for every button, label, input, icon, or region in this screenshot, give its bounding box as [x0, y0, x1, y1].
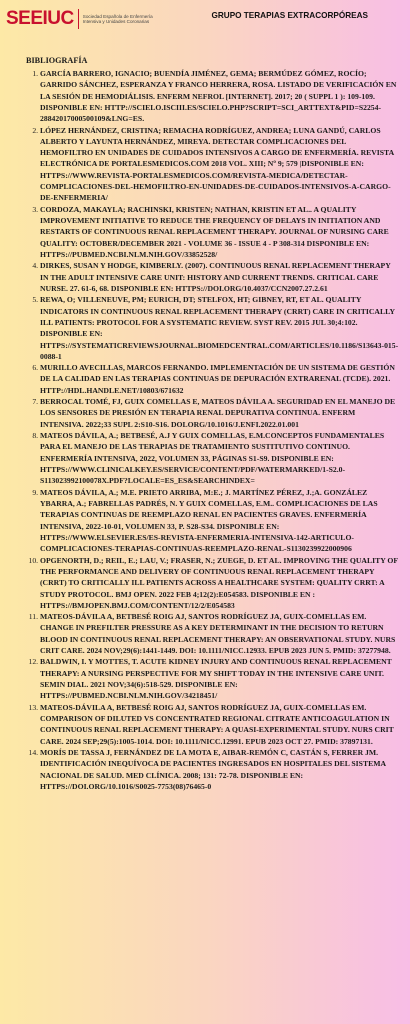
logo-subtitle	[83, 14, 153, 25]
reference-item: 1. GARCÍA BARRERO, IGNACIO; BUENDÍA JIMÉNEZ, GEMA; BERMÚDEZ GÓMEZ, ROCÍO; GARRIDO SÁNCHEZ, ESPERANZA Y FRANCO HERRERA, ROSA. LISTADO DE VERIFICACIÓN EN LA SESIÓN DE HEMODIÁLISIS. ENFERM NEFROL [INTERNET]. 2017; 20 ( SUPPL 1 ): 109-109. DISPONIBLE EN: HTTP://SCIELO.ISCIII.ES/SCIELO.PHP?SCRIPT=SCI_ARTTEXT&PID=S2254-28842017000500109&LNG=ES.	[40, 68, 400, 124]
seeiuc-logo	[6, 6, 153, 32]
reference-item: 8. MATEOS DÁVILA, A.; BETBESÉ, A.J Y GUIX COMELLAS, E.M.CONCEPTOS FUNDAMENTALES PARA EL MANEJO DE LAS TERAPIAS DE TRATAMIENTO SUSTITUTIVO CONTINUO. ENFERMERÍA INTENSIVA, 2022, VOLUMEN 33, PÁGINAS S1-S9. DISPONIBLE EN: HTTPS://WWW.CLINICALKEY.ES/SERVICE/CONTENT/PDF/WATERMARKED/1-S2.0-S113023992100078X.PDF?LOCALE=ES_ES&SEARCHINDEX=	[40, 430, 400, 486]
logo-line-1: Sociedad Española de Enfermería	[82, 13, 153, 19]
logo-divider	[78, 9, 79, 29]
bibliography-title: BIBLIOGRAFÍA	[26, 56, 88, 65]
logo-mark: SEEIUC	[6, 8, 74, 29]
group-title: GRUPO TERAPIAS EXTRACORPÓREAS	[211, 11, 368, 20]
logo-line-2: Intensiva y Unidades Coronarias	[82, 19, 150, 24]
reference-item: 13. MATEOS-DÁVILA A, BETBESÉ ROIG AJ, SANTOS RODRÍGUEZ JA, GUIX-COMELLAS EM. COMPARISON OF DILUTED VS CONCENTRATED REGIONAL CITRATE ANTICOAGULATION IN CONTINUOUS RENAL REPLACEMENT THERAPY: A QUASI-EXPERIMENTAL STUDY. NURS CRIT CARE. 2024 SEP;29(5):1005-1014. DOI: 10.1111/NICC.12991. EPUB 2023 OCT 27. PMID: 37897131.	[40, 702, 400, 747]
reference-item: 6. MURILLO AVECILLAS, MARCOS FERNANDO. IMPLEMENTACIÓN DE UN SISTEMA DE GESTIÓN DE LA CALIDAD EN LAS TERAPIAS CONTINUAS DE DEPURACIÓN EXTRARENAL (TCDE). 2021. HTTP://HDL.HANDLE.NET/10803/671632	[40, 362, 400, 396]
reference-item: 7. BERROCAL TOMÉ, FJ, GUIX COMELLAS E, MATEOS DÁVILA A. SEGURIDAD EN EL MANEJO DE LOS SENSORES DE PRESIÓN EN TERAPIA RENAL DEPURATIVA CONTINUA. ENFERM INTENSIVA. 2022;33 SUPL 2:S10-S16. DOLORG/10.1016/J.ENFI.2022.01.001	[40, 396, 400, 430]
page-header	[0, 0, 410, 40]
reference-list	[25, 68, 400, 792]
reference-item: 14. MORÍS DE TASSA J, FERNÁNDEZ DE LA MOTA E, AIBAR-REMÓN C, CASTÁN S, FERRER JM. IDENTIFICACIÓN INEQUÍVOCA DE PACIENTES INGRESADOS EN HOSPITALES DEL SISTEMA NACIONAL DE SALUD. MED CLÍNICA. 2008; 131: 72-78. DISPONIBLE EN: HTTPS://DOI.ORG/10.1016/S0025-7753(08)76465-0	[40, 747, 400, 792]
reference-item: 3. CORDOZA, MAKAYLA; RACHINSKI, KRISTEN; NATHAN, KRISTIN ET AL.. A QUALITY IMPROVEMENT INITIATIVE TO REDUCE THE FREQUENCY OF DELAYS IN INITIATION AND RESTARTS OF CONTINUOUS RENAL REPLACEMENT THERAPY. JOURNAL OF NURSING CARE QUALITY: OCTOBER/DECEMBER 2021 - VOLUME 36 - ISSUE 4 - P 308-314 DISPONIBLE EN: HTTPS://PUBMED.NCBI.NLM.NIH.GOV/33852528/	[40, 204, 400, 260]
reference-item: 2. LÓPEZ HERNÁNDEZ, CRISTINA; REMACHA RODRÍGUEZ, ANDREA; LUNA GANDÚ, CARLOS ALBERTO Y LAYUNTA HERNÁNDEZ, MIREYA. DETECTAR COMPLICACIONES DEL HEMOFILTRO EN UNIDADES DE CUIDADOS INTENSIVOS A CARGO DE ENFERMERÍA. REVISTA ELECTRÓNICA DE PORTALESMEDICOS.COM 2018 VOL. XIII; Nº 9; 579 |DISPONIBLE EN: HTTPS://WWW.REVISTA-PORTALESMEDICOS.COM/REVISTA-MEDICA/DETECTAR-COMPLICACIONES-DEL-HEMOFILTRO-EN-UNIDADES-DE-CUIDADOS-INTENSIVOS-A-CARGO-DE-ENFERMERIA/	[40, 125, 400, 204]
reference-item: 4. DIRKES, SUSAN Y HODGE, KIMBERLY. (2007). CONTINUOUS RENAL REPLACEMENT THERAPY IN THE ADULT INTENSIVE CARE UNIT: HISTORY AND CURRENT TRENDS. CRITICAL CARE NURSE. 27. 61-6, 68. DISPONIBLE EN: HTTPS://DOI.ORG/10.4037/CCN2007.27.2.61	[40, 260, 400, 294]
reference-item: 10. OPGENORTH, D.; REIL, E.; LAU, V.; FRASER, N.; ZUEGE, D. ET AL. IMPROVING THE QUALITY OF THE PERFORMANCE AND DELIVERY OF CONTINUOUS RENAL REPLACEMENT THERAPY (CRRT) TO CRITICALLY ILL PATIENTS ACROSS A HEALTHCARE SYSTEM: QUALITY CRRT: A STUDY PROTOCOL. BMJ OPEN. 2022 FEB 4;12(2):E054583. DISPONIBLE EN : HTTPS://BMJOPEN.BMJ.COM/CONTENT/12/2/E054583	[40, 555, 400, 611]
reference-item: 9. MATEOS DÁVILA, A.; M.E. PRIETO ARRIBA, M:E.; J. MARTÍNEZ PÉREZ, J.;A. GONZÁLEZ YBARRA, A.; FABRELLAS PADRÉS, N. Y GUIX COMELLAS, E.M.. COMPLICACIONES DE LAS TERAPIAS CONTINUAS DE REEMPLAZO RENAL EN PACIENTES GRAVES. ENFERMERÍA INTENSIVA, 2022-10-01, VOLUMEN 33, P. S28-S34. DISPONIBLE EN: HTTPS://WWW.ELSEVIER.ES/ES-REVISTA-ENFERMERIA-INTENSIVA-142-ARTICULO-COMPLICACIONES-TERAPIAS-CONTINUAS-REEMPLAZO-RENAL-S1130239922000906	[40, 487, 400, 555]
reference-item: 12. BALDWIN, I. Y MOTTES, T. ACUTE KIDNEY INJURY AND CONTINUOUS RENAL REPLACEMENT THERAPY: A NURSING PERSPECTIVE FOR MY SHIFT TODAY IN THE INTENSIVE CARE UNIT. SEMIN DIAL. 2021 NOV;34(6):518-529. DISPONIBLE EN: HTTPS://PUBMED.NCBI.NLM.NIH.GOV/34218451/	[40, 656, 400, 701]
reference-item: 5. REWA, O; VILLENEUVE, PM; EURICH, DT; STELFOX, HT; GIBNEY, RT, ET AL. QUALITY INDICATORS IN CONTINUOUS RENAL REPLACEMENT THERAPY (CRRT) CARE IN CRITICALLY ILL PATIENTS: PROTOCOL FOR A SYSTEMATIC REVIEW. SYST REV. 2015 JUL 30;4:102. DISPONIBLE EN: HTTPS://SYSTEMATICREVIEWSJOURNAL.BIOMEDCENTRAL.COM/ARTICLES/10.1186/S13643-015-0088-1	[40, 294, 400, 362]
reference-item: 11. MATEOS-DÁVILA A, BETBESÉ ROIG AJ, SANTOS RODRÍGUEZ JA, GUIX-COMELLAS EM. CHANGE IN PREFILTER PRESSURE AS A KEY DETERMINANT IN THE DECISION TO RETURN BLOOD IN CONTINUOUS RENAL REPLACEMENT THERAPY: AN OBSERVATIONAL STUDY. NURS CRIT CARE. 2024 NOV;29(6):1441-1449. DOI: 10.1111/NICC.12933. EPUB 2023 JUN 5. PMID: 37277948.	[40, 611, 400, 656]
